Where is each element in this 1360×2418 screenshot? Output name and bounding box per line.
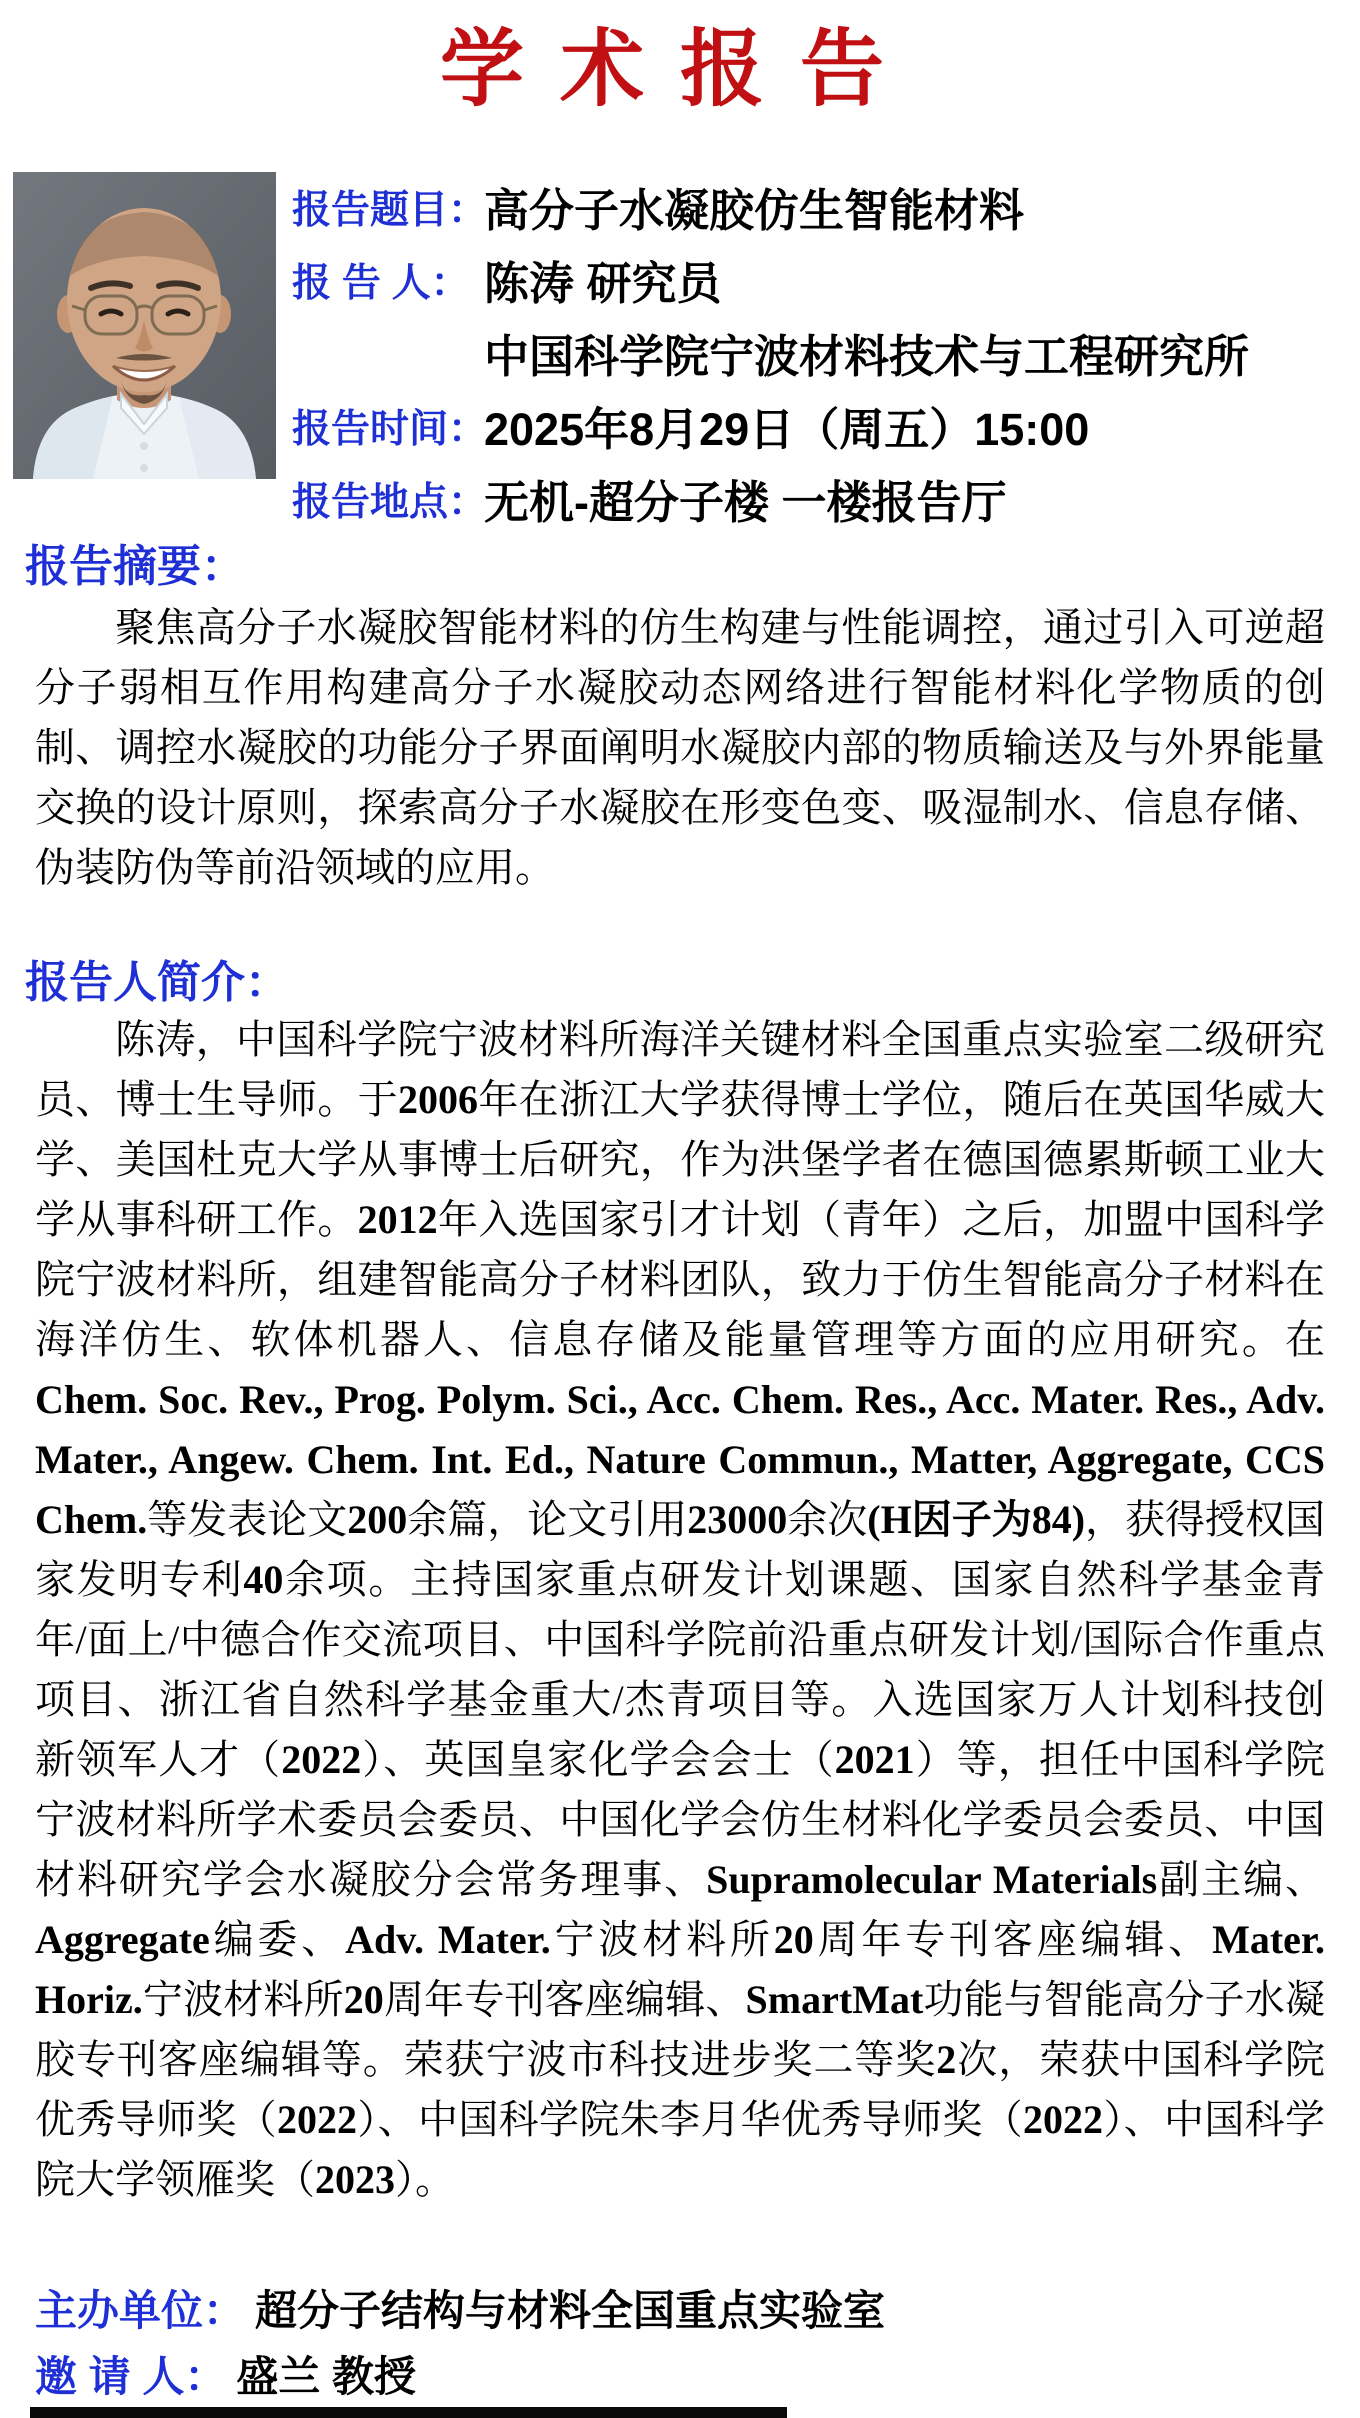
time-value: 2025年8月29日（周五）15:00 [484, 404, 1090, 455]
bio-segment: ）、中国科学院朱李月华优秀导师奖（ [357, 2097, 1023, 2142]
venue-value: 无机-超分子楼 一楼报告厅 [484, 477, 1007, 528]
info-row-topic [292, 170, 1249, 243]
bio-segment: ）、英国皇家化学会会士（ [361, 1737, 835, 1782]
bio-segment: SmartMat [745, 1977, 924, 2022]
bio-segment: Aggregate [35, 1917, 210, 1962]
bio-segment: 2022 [281, 1737, 362, 1782]
speaker-photo [13, 172, 276, 479]
bio-segment: 等发表论文 [147, 1497, 348, 1542]
info-row-venue [292, 462, 1249, 535]
venue-label: 报告地点： [292, 480, 488, 524]
abstract-text: 聚焦高分子水凝胶智能材料的仿生构建与性能调控，通过引入可逆超分子弱相互作用构建高分子水凝胶动态网络进行智能材料化学物质的创制、调控水凝胶的功能分子界面阐明水凝胶内部的物质输送及与外界能量交换的设计原则，探索高分子水凝胶在形变色变、吸湿制水、信息存储、伪装防伪等前沿领域的应用。 [35, 605, 1325, 890]
bio-segment: 陈涛，中国科学院宁波材料所海洋关键材料全国重点实验室二级研究员、博士生导师。于 [35, 1017, 1325, 1122]
bio-segment: ）等，担任中国科学院宁波材料所学术委员会委员、中国化学会仿生材料化学委员会委员、中国材料研究学会水凝胶分会常务理事、 [35, 1737, 1326, 1902]
bio-segment: 年在浙江大学获得博士学位，随后在英国华威大学、美国杜克大学从事博士后研究，作为洪堡学者在德国德累斯顿工业大学从事科研工作。 [35, 1077, 1325, 1242]
bio-segment: 余项。主持国家重点研发计划课题、国家自然科学基金青年/面上/中德合作交流项目、中国科学院前沿重点研发计划/国际合作重点项目、浙江省自然科学基金重大/杰青项目等。入选国家万人计划科技创新领军人才（ [35, 1557, 1326, 1782]
info-row-time [292, 389, 1249, 462]
affiliation-value: 中国科学院宁波材料技术与工程研究所 [484, 331, 1250, 382]
bio-segment: Mater. Horiz. [35, 1917, 1326, 2022]
bio-segment: 功能与智能高分子水凝胶专刊客座编辑等。荣获宁波市科技进步奖二等奖 [35, 1977, 1326, 2082]
bio-segment: 宁波材料所 [142, 1977, 344, 2022]
bio-segment: (H因子为84) [867, 1497, 1086, 1542]
bio-segment: 编委、 [209, 1917, 346, 1962]
bio-segment: 23000 [687, 1497, 788, 1542]
bio-segment: 副主编、 [1157, 1857, 1326, 1902]
bio-segment: 2 [936, 2037, 957, 2082]
talk-info [292, 170, 1249, 535]
inviter-label: 邀 请 人： [35, 2353, 227, 2400]
bio-segment: 200 [347, 1497, 408, 1542]
bio-segment: Chem. Soc. Rev., Prog. Polym. Sci., Acc. Chem. Res., Acc. Mater. Res., Adv. Mater., Angew. Chem. Int. Ed., Nature Commun., Matter, Aggregate, CCS Chem. [35, 1377, 1325, 1542]
bio-segment: ，获得授权国家发明专利 [35, 1497, 1326, 1602]
bio-segment: 周年专刊客座编辑、 [813, 1917, 1213, 1962]
bio-segment: 2023 [315, 2157, 395, 2202]
bio-segment: 40 [243, 1557, 284, 1602]
inviter-value: 盛兰 教授 [236, 2353, 417, 2400]
bio-segment: 2022 [277, 2097, 357, 2142]
bio-text [35, 1010, 1325, 2210]
host-label: 主办单位： [35, 2287, 246, 2334]
bio-heading: 报告人简介： [25, 958, 289, 1007]
bio-segment: 20 [773, 1917, 814, 1962]
info-row-affiliation [292, 316, 1249, 389]
bio-segment: Supramolecular Materials [706, 1857, 1158, 1902]
time-label: 报告时间： [292, 407, 488, 451]
host-row [35, 2278, 885, 2338]
speaker-label: 报 告 人： [292, 261, 470, 305]
bio-segment: 2022 [1023, 2097, 1103, 2142]
bio-segment: 宁波材料所 [550, 1917, 774, 1962]
bio-segment: 2021 [834, 1737, 915, 1782]
page-title: 学术报告 [439, 20, 920, 118]
bio-segment: 周年专刊客座编辑、 [383, 1977, 746, 2022]
portrait-illustration [13, 172, 276, 479]
bottom-rule [30, 2407, 787, 2418]
bio-segment: 2006 [398, 1077, 478, 1122]
abstract-heading: 报告摘要： [25, 542, 245, 591]
info-row-speaker [292, 243, 1249, 316]
topic-value: 高分子水凝胶仿生智能材料 [484, 185, 1025, 236]
bio-segment: 年入选国家引才计划（青年）之后，加盟中国科学院宁波材料所，组建智能高分子材料团队，致力于仿生智能高分子材料在海洋仿生、软体机器人、信息存储及能量管理等方面的应用研究。在 [35, 1197, 1326, 1362]
bio-segment: 余次 [787, 1497, 868, 1542]
bio-segment: ）。 [395, 2157, 455, 2202]
bio-segment: 20 [343, 1977, 384, 2022]
bio-segment: ）、中国科学院大学领雁奖（ [35, 2097, 1325, 2202]
host-value: 超分子结构与材料全国重点实验室 [255, 2287, 886, 2334]
bio-segment: Adv. Mater. [345, 1917, 551, 1962]
topic-label: 报告题目： [292, 188, 488, 232]
bio-segment: 2012 [357, 1197, 438, 1242]
speaker-value: 陈涛 研究员 [484, 258, 722, 309]
bio-segment: 余篇，论文引用 [407, 1497, 688, 1542]
bio-segment: 次，荣获中国科学院优秀导师奖（ [35, 2037, 1326, 2142]
inviter-row [35, 2344, 416, 2404]
